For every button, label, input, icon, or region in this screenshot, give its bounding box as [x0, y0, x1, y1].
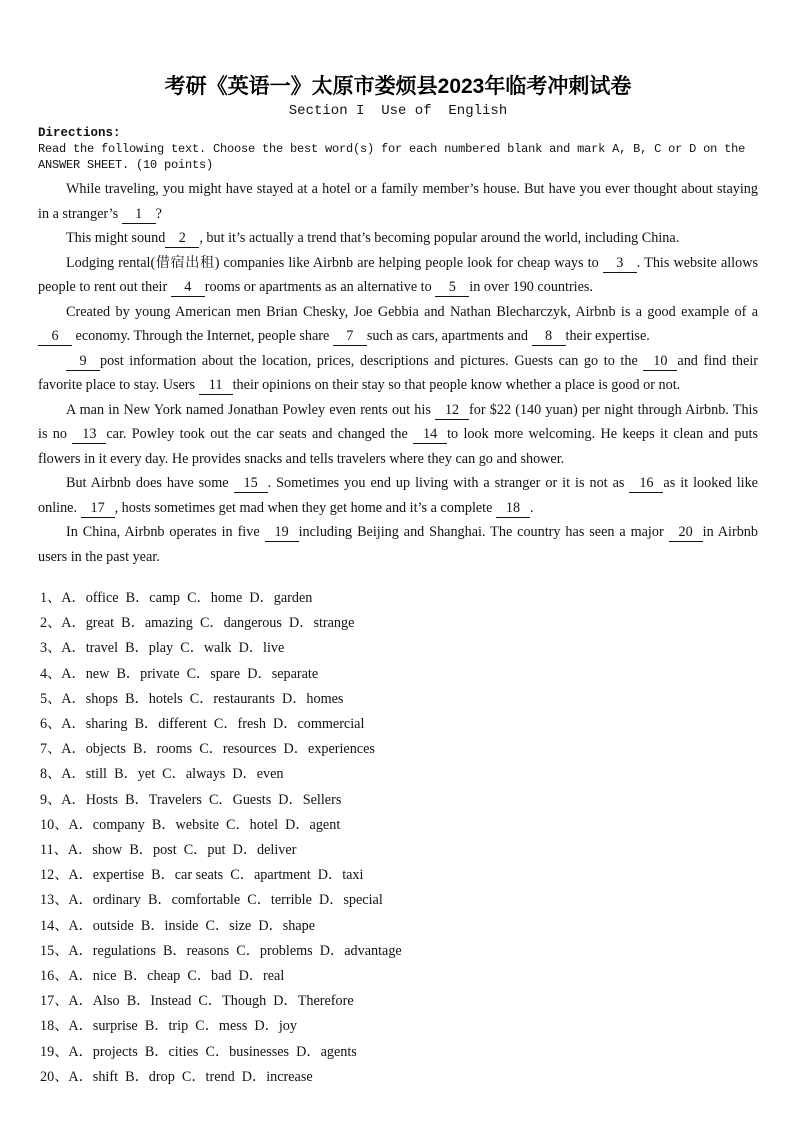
- question-line-20: 20、A．shift B．drop C．trend D．increase: [40, 1068, 313, 1085]
- passage-paragraph: A man in New York named Jonathan Powley even rents out his 12 for $22 (140 yuan) per night through Airbnb. This is no 13 car. Powley took out the car seats and changed the 14 to look more welcoming. He keeps it clean and puts flowers in it every day. He provides snacks and tells travelers where they can go and shower.: [38, 401, 758, 467]
- question-line-15: 15、A．regulations B．reasons C．problems D．advantage: [40, 942, 402, 959]
- passage-paragraph: While traveling, you might have stayed at a hotel or a family member’s house. But have you ever thought about staying in a stranger’s 1 ?: [38, 181, 758, 222]
- question-line-17: 17、A．Also B．Instead C．Though D．Therefore: [40, 993, 354, 1010]
- passage-paragraph: This might sound 2 , but it’s actually a trend that’s becoming popular around the world, including China.: [66, 230, 680, 246]
- blank-11: 11: [199, 377, 233, 395]
- directions-label: Directions:: [38, 126, 121, 140]
- section-heading: Section I Use of English: [288, 103, 508, 119]
- blank-2: 2: [165, 230, 199, 248]
- blank-3: 3: [603, 255, 637, 273]
- blank-19: 19: [265, 524, 299, 542]
- blank-4: 4: [171, 279, 205, 297]
- question-line-16: 16、A．nice B．cheap C．bad D．real: [40, 968, 285, 985]
- passage-paragraph: 9 post information about the location, prices, descriptions and pictures. Guests can go to the 10 and find their favorite place to stay. Users 11 their opinions on their stay so that people know whether a place is good or not.: [38, 352, 758, 393]
- page-title: 考研《英语一》太原市娄烦县2023年临考冲刺试卷: [164, 75, 632, 98]
- question-line-12: 12、A．expertise B．car seats C．apartment D．taxi: [40, 867, 364, 884]
- blank-10: 10: [643, 353, 677, 371]
- question-line-10: 10、A．company B．website C．hotel D．agent: [40, 816, 341, 833]
- question-line-8: 8、A．still B．yet C．always D．even: [40, 766, 284, 783]
- blank-7: 7: [333, 328, 367, 346]
- blank-9: 9: [66, 353, 100, 371]
- question-line-9: 9、A．Hosts B．Travelers C．Guests D．Sellers: [40, 791, 342, 808]
- question-line-13: 13、A．ordinary B．comfortable C．terrible D．special: [40, 892, 383, 909]
- blank-17: 17: [81, 500, 115, 518]
- directions-text: Read the following text. Choose the best word(s) for each numbered blank and mark A, B, C or D on the ANSWER SHEET. (10 points): [38, 142, 746, 172]
- question-line-14: 14、A．outside B．inside C．size D．shape: [40, 917, 316, 934]
- question-line-6: 6、A．sharing B．different C．fresh D．commercial: [40, 716, 365, 733]
- blank-16: 16: [629, 475, 663, 493]
- blank-1: 1: [122, 206, 156, 224]
- blank-15: 15: [234, 475, 268, 493]
- blank-13: 13: [72, 426, 106, 444]
- blank-8: 8: [532, 328, 566, 346]
- question-list: [38, 586, 758, 1090]
- blank-20: 20: [669, 524, 703, 542]
- question-line-2: 2、A．great B．amazing C．dangerous D．strange: [40, 615, 355, 632]
- passage-paragraph: Created by young American men Brian Chesky, Joe Gebbia and Nathan Blecharczyk, Airbnb is a good example of a 6 economy. Through the Internet, people share 7 such as cars, apartments and 8 their expertise.: [38, 300, 758, 349]
- question-line-3: 3、A．travel B．play C．walk D．live: [40, 640, 285, 657]
- passage-paragraph: But Airbnb does have some 15 . Sometimes you end up living with a stranger or it is not as 16 as it looked like online. 17 , hosts sometimes get mad when they get home and it’s a complete 18 .: [38, 475, 758, 516]
- passage-paragraph: In China, Airbnb operates in five 19 including Beijing and Shanghai. The country has seen a major 20 in Airbnb users in the past year.: [38, 524, 758, 565]
- question-line-5: 5、A．shops B．hotels C．restaurants D．homes: [40, 690, 344, 707]
- question-line-11: 11、A．show B．post C．put D．deliver: [40, 842, 297, 859]
- question-line-7: 7、A．objects B．rooms C．resources D．experiences: [40, 741, 375, 758]
- blank-14: 14: [413, 426, 447, 444]
- question-line-4: 4、A．new B．private C．spare D．separate: [40, 665, 319, 682]
- question-line-19: 19、A．projects B．cities C．businesses D．agents: [40, 1043, 357, 1060]
- cloze-passage: [38, 177, 758, 569]
- blank-6: 6: [38, 328, 72, 346]
- blank-5: 5: [435, 279, 469, 297]
- question-line-18: 18、A．surprise B．trip C．mess D．joy: [40, 1018, 297, 1035]
- blank-18: 18: [496, 500, 530, 518]
- blank-12: 12: [435, 402, 469, 420]
- question-line-1: 1、A．office B．camp C．home D．garden: [40, 590, 313, 606]
- passage-paragraph: Lodging rental(借宿出租) companies like Airbnb are helping people look for cheap ways to 3 . This website allows people to rent out their 4 rooms or apartments as an alternative to 5 in over 190 countries.: [38, 254, 758, 295]
